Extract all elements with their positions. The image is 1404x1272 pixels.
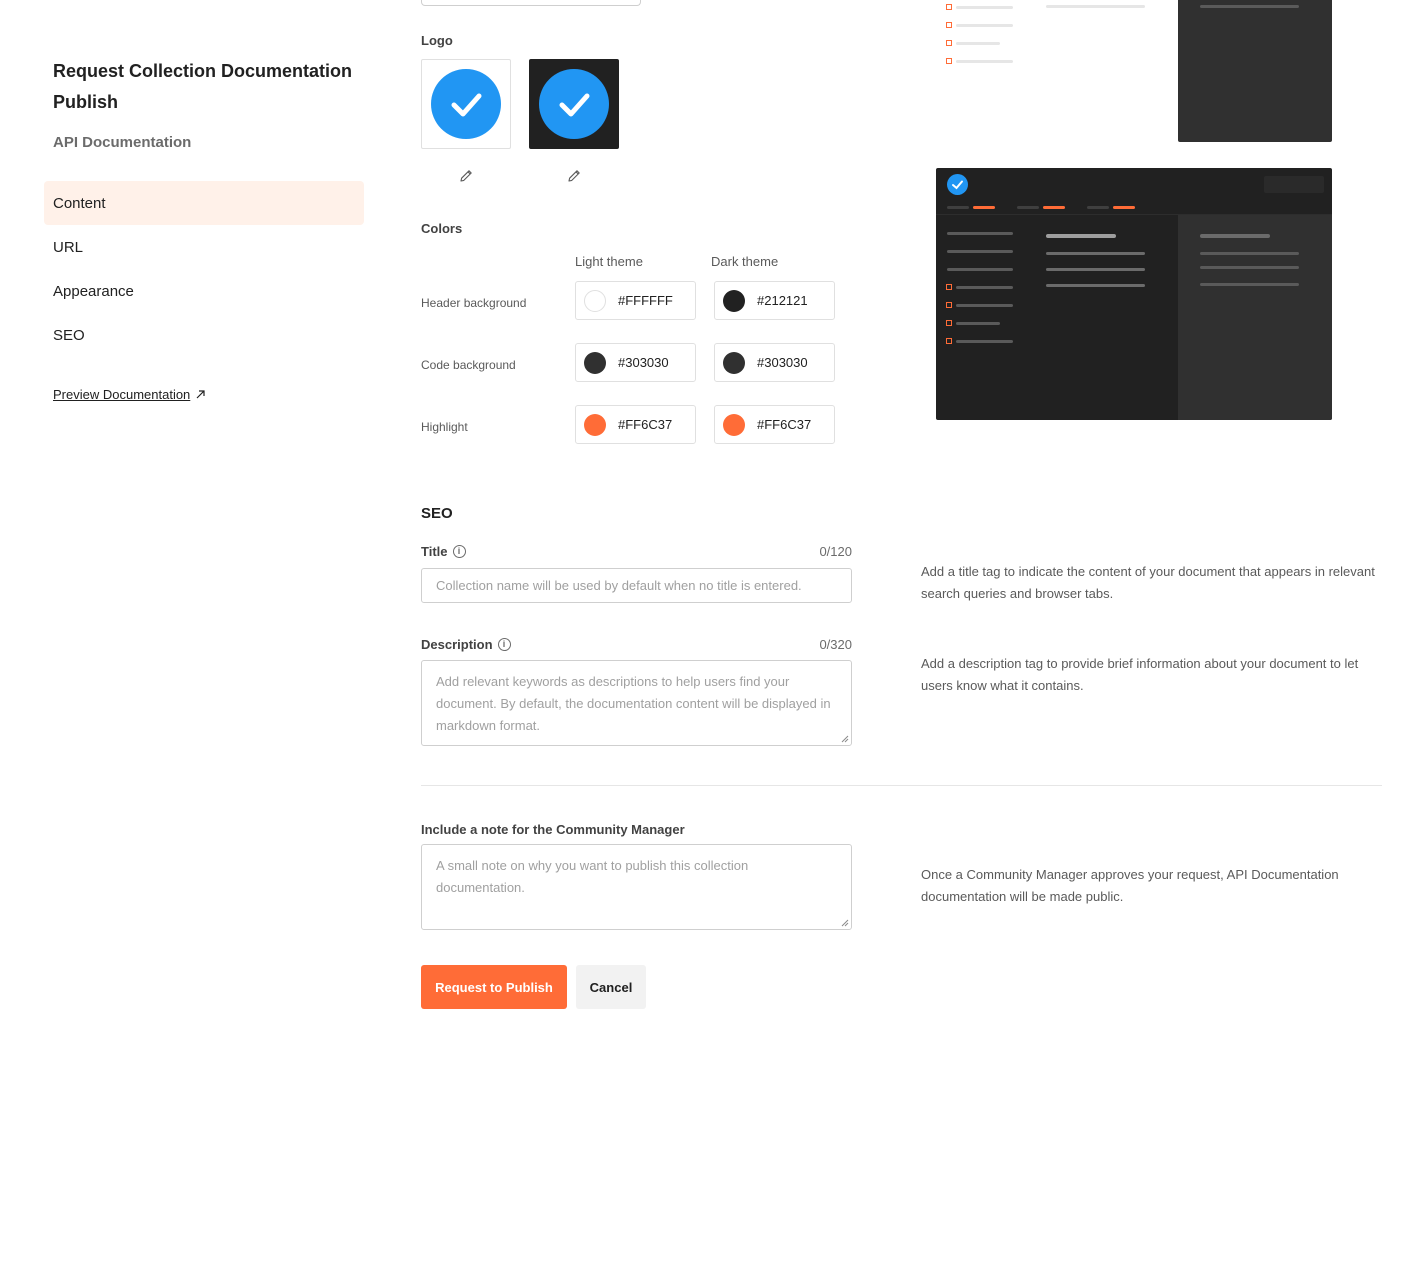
seo-description-textarea[interactable] bbox=[421, 660, 852, 746]
check-circle-icon bbox=[431, 69, 501, 139]
code-bg-light-field[interactable] bbox=[575, 343, 696, 382]
note-label-text: Include a note for the Community Manager bbox=[421, 822, 685, 837]
header-bg-dark-field[interactable] bbox=[714, 281, 835, 320]
light-theme-label: Light theme bbox=[575, 254, 643, 269]
sidebar-item-label: Content bbox=[53, 194, 106, 212]
title-counter: 0/120 bbox=[819, 544, 852, 559]
sidebar-item-seo[interactable] bbox=[44, 313, 364, 357]
highlight-dark-field[interactable] bbox=[714, 405, 835, 444]
note-label bbox=[421, 822, 685, 837]
logo-label: Logo bbox=[421, 33, 453, 48]
description-label-text: Description bbox=[421, 637, 493, 652]
note-placeholder: A small note on why you want to publish this collection documentation. bbox=[436, 858, 749, 895]
logo-dark-upload[interactable] bbox=[529, 59, 619, 149]
resize-grip-icon[interactable] bbox=[841, 735, 849, 743]
info-icon[interactable]: i bbox=[453, 545, 466, 558]
section-divider bbox=[421, 785, 1382, 786]
color-swatch bbox=[723, 352, 745, 374]
sidebar-item-label: Appearance bbox=[53, 282, 134, 300]
request-to-publish-button[interactable]: Request to Publish bbox=[421, 965, 567, 1009]
note-textarea[interactable] bbox=[421, 844, 852, 930]
seo-title-input[interactable] bbox=[421, 568, 852, 603]
title-label bbox=[421, 544, 466, 559]
dark-theme-label: Dark theme bbox=[711, 254, 779, 269]
color-swatch bbox=[723, 290, 745, 312]
color-swatch bbox=[723, 414, 745, 436]
description-label bbox=[421, 637, 511, 652]
pencil-icon[interactable] bbox=[564, 166, 584, 186]
code-background-label: Code background bbox=[421, 358, 516, 372]
light-theme-preview bbox=[936, 0, 1332, 142]
colors-label: Colors bbox=[421, 221, 463, 236]
logo-light-upload[interactable] bbox=[421, 59, 511, 149]
color-hex: #FF6C37 bbox=[757, 417, 812, 432]
header-background-label: Header background bbox=[421, 296, 527, 310]
sidebar-item-label: URL bbox=[53, 238, 84, 256]
color-hex: #303030 bbox=[757, 355, 808, 370]
dark-theme-preview bbox=[936, 168, 1332, 420]
color-swatch bbox=[584, 414, 606, 436]
cancel-button[interactable]: Cancel bbox=[576, 965, 646, 1009]
page-subtitle: API Documentation bbox=[53, 134, 192, 151]
seo-description-placeholder: Add relevant keywords as descriptions to help users find your document. By default, the documentation content will be displayed in markdown format. bbox=[436, 674, 831, 733]
color-hex: #FF6C37 bbox=[618, 417, 673, 432]
sidebar-item-content[interactable] bbox=[44, 181, 364, 225]
highlight-light-field[interactable] bbox=[575, 405, 696, 444]
note-help-text: Once a Community Manager approves your request, API Documentation documentation will be made public. bbox=[921, 867, 1339, 904]
color-hex: #303030 bbox=[618, 355, 669, 370]
seo-heading: SEO bbox=[421, 505, 453, 522]
preview-documentation-link[interactable] bbox=[53, 387, 205, 402]
page-title: Request Collection Documentation Publish bbox=[53, 61, 353, 112]
color-hex: #212121 bbox=[757, 293, 808, 308]
check-circle-icon bbox=[539, 69, 609, 139]
title-help-text: Add a title tag to indicate the content of your document that appears in relevant search queries and browser tabs. bbox=[921, 564, 1375, 601]
external-link-icon bbox=[196, 388, 205, 402]
header-bg-light-field[interactable] bbox=[575, 281, 696, 320]
sidebar-item-url[interactable] bbox=[44, 225, 364, 269]
color-swatch bbox=[584, 352, 606, 374]
pencil-icon[interactable] bbox=[456, 166, 476, 186]
description-counter: 0/320 bbox=[819, 637, 852, 652]
seo-title-placeholder: Collection name will be used by default when no title is entered. bbox=[436, 578, 802, 593]
color-hex: #FFFFFF bbox=[618, 293, 673, 308]
preview-documentation-label: Preview Documentation bbox=[53, 387, 191, 402]
color-swatch bbox=[584, 290, 606, 312]
description-help-text: Add a description tag to provide brief information about your document to let users know what it contains. bbox=[921, 656, 1359, 693]
info-icon[interactable]: i bbox=[498, 638, 511, 651]
code-bg-dark-field[interactable] bbox=[714, 343, 835, 382]
url-input-stub[interactable] bbox=[421, 0, 641, 6]
title-label-text: Title bbox=[421, 544, 448, 559]
sidebar-item-appearance[interactable] bbox=[44, 269, 364, 313]
sidebar-item-label: SEO bbox=[53, 326, 85, 344]
resize-grip-icon[interactable] bbox=[841, 919, 849, 927]
highlight-label: Highlight bbox=[421, 420, 468, 434]
